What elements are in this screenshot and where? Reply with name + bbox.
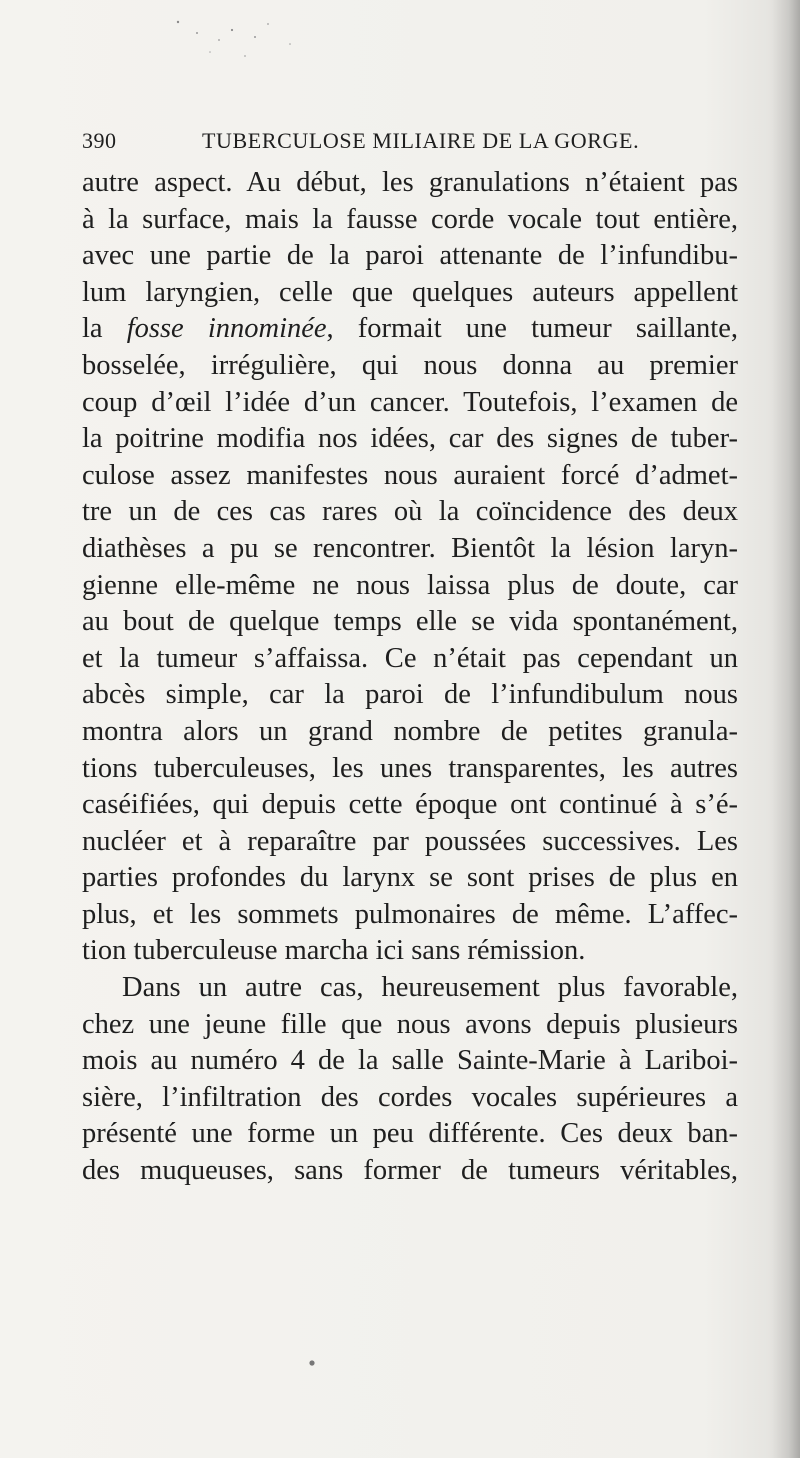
text-line: des muqueuses, sans former de tumeurs véritables, [82,1155,738,1187]
body-text [82,165,738,1190]
text-line: abcès simple, car la paroi de l’infundibulum nous [82,679,738,711]
paragraph-2 [82,970,738,1190]
running-title: TUBERCULOSE MILIAIRE DE LA GORGE. [202,128,640,153]
text-line: plus, et les sommets pulmonaires de même. L’affec- [82,898,738,930]
text-line: culose assez manifestes nous auraient forcé d’admet- [82,459,738,491]
line-text-before-italic: la [82,313,127,345]
text-line: bosselée, irrégulière, qui nous donna au premier [82,349,738,381]
text-line: au bout de quelque temps elle se vida spontanément, [82,606,738,638]
text-line: parties profondes du larynx se sont prises de plus en [82,862,738,894]
running-header [82,128,722,160]
text-line: coup d’œil l’idée d’un cancer. Toutefois, l’examen de [82,386,738,418]
page-number: 390 [82,128,117,153]
text-line: lum laryngien, celle que quelques auteurs appellent [82,276,738,308]
text-line: gienne elle-même ne nous laissa plus de doute, car [82,569,738,601]
text-line: tion tuberculeuse marcha ici sans rémission. [82,935,586,967]
text-line: nucléer et à reparaître par poussées successives. Les [82,825,738,857]
line-text-after-italic: , formait une tumeur saillante, [326,313,739,345]
text-line: tre un de ces cas rares où la coïncidence des deux [82,496,738,528]
text-line: Dans un autre cas, heureusement plus favorable, [122,972,738,1004]
text-line: sière, l’infiltration des cordes vocales supérieures a [82,1081,738,1113]
text-line: avec une partie de la paroi attenante de l’infundibu- [82,240,738,272]
text-line: tions tuberculeuses, les unes transparentes, les autres [82,752,738,784]
text-line-with-italic [82,311,738,348]
text-line: autre aspect. Au début, les granulations n’étaient pas [82,167,738,198]
text-line: mois au numéro 4 de la salle Sainte-Marie à Lariboi- [82,1045,738,1077]
text-line: diathèses a pu se rencontrer. Bientôt la lésion laryn- [82,532,738,564]
paragraph-1 [82,165,738,970]
text-line: présenté une forme un peu différente. Ces deux ban- [82,1118,738,1150]
italic-term: fosse innominée [126,313,327,345]
text-line: à la surface, mais la fausse corde vocale tout entière, [82,203,738,235]
text-line: chez une jeune fille que nous avons depuis plusieurs [82,1008,738,1040]
text-line: montra alors un grand nombre de petites granula- [82,715,738,747]
text-line: la poitrine modifia nos idées, car des signes de tuber- [82,423,738,455]
text-line: et la tumeur s’affaissa. Ce n’était pas cependant un [82,642,738,674]
text-line: caséifiées, qui depuis cette époque ont continué à s’é- [82,789,738,821]
